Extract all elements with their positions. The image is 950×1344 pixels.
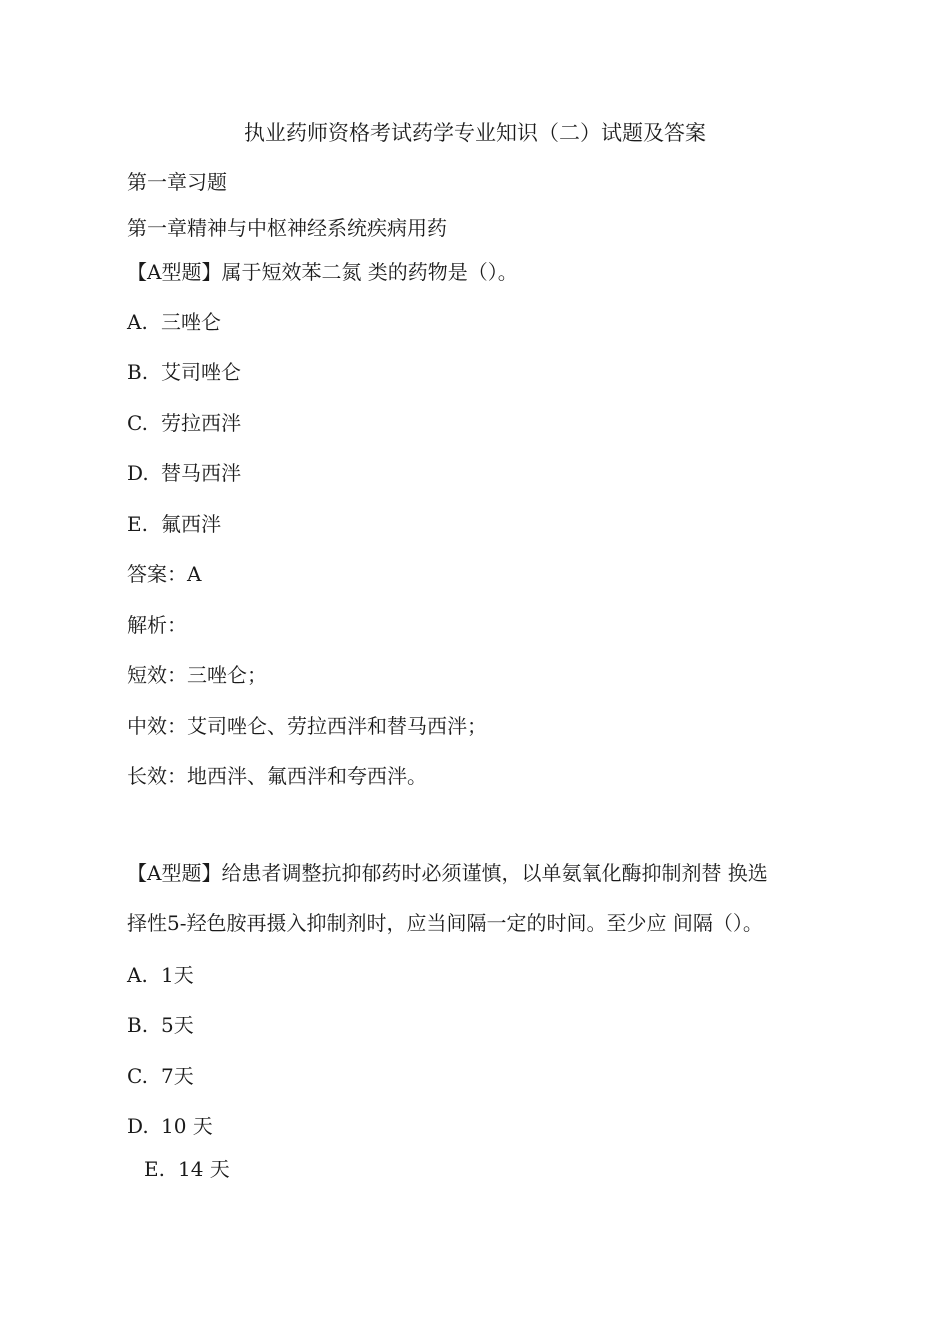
option-letter: B. — [127, 360, 149, 384]
q1-option-a — [127, 309, 221, 335]
option-text: 10 天 — [161, 1114, 213, 1138]
option-text: 劳拉西泮 — [161, 411, 241, 435]
q1-answer: 答案：A — [127, 562, 202, 586]
option-letter: A. — [127, 310, 148, 334]
option-text: 14 天 — [178, 1157, 230, 1181]
q1-option-c — [127, 410, 241, 436]
option-letter: D. — [127, 461, 149, 485]
q1-analysis-medium: 中效：艾司唑仑、劳拉西泮和替马西泮； — [127, 714, 487, 738]
q2-option-b — [127, 1012, 194, 1038]
option-letter: A. — [127, 963, 148, 987]
option-text: 替马西泮 — [161, 461, 241, 485]
q2-option-d — [127, 1113, 213, 1139]
q2-stem-line1: 【A型题】给患者调整抗抑郁药时必须谨慎，以单氨氧化酶抑制剂替 换选 — [127, 861, 768, 885]
q2-option-c — [127, 1063, 194, 1089]
q1-option-b — [127, 359, 241, 385]
chapter-heading: 第一章习题 — [127, 170, 227, 194]
q1-option-d — [127, 460, 241, 486]
option-letter: C. — [127, 1064, 148, 1088]
option-letter: E. — [127, 512, 148, 536]
option-text: 氟西泮 — [161, 512, 221, 536]
q1-analysis-short: 短效：三唑仑； — [127, 663, 267, 687]
q1-stem: 【A型题】属于短效苯二氮 类的药物是（）。 — [127, 260, 518, 284]
option-letter: D. — [127, 1114, 149, 1138]
option-letter: C. — [127, 411, 148, 435]
q1-option-e — [127, 511, 221, 537]
q2-option-a — [127, 962, 194, 988]
q2-stem-line2: 择性5-羟色胺再摄入抑制剂时，应当间隔一定的时间。至少应 间隔（）。 — [127, 911, 763, 935]
q1-analysis-label: 解析： — [127, 613, 187, 637]
option-text: 1天 — [161, 963, 194, 987]
option-letter: E. — [144, 1157, 165, 1181]
option-text: 7天 — [161, 1064, 194, 1088]
option-letter: B. — [127, 1013, 149, 1037]
q2-option-e — [144, 1156, 230, 1182]
q1-analysis-long: 长效：地西泮、氟西泮和夸西泮。 — [127, 764, 427, 788]
document-title: 执业药师资格考试药学专业知识（二）试题及答案 — [244, 121, 706, 145]
option-text: 5天 — [161, 1013, 194, 1037]
option-text: 三唑仑 — [161, 310, 221, 334]
section-heading: 第一章精神与中枢神经系统疾病用药 — [127, 216, 447, 240]
option-text: 艾司唑仑 — [161, 360, 241, 384]
